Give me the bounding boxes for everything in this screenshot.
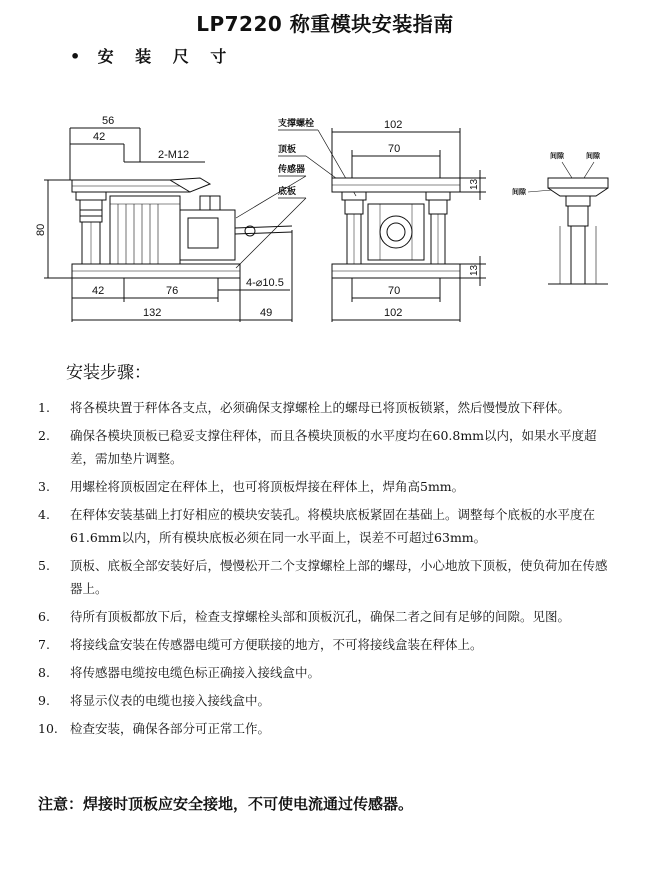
callout-support-bolt: 支撑螺栓	[278, 118, 315, 128]
gap-label-3: 间隙	[512, 189, 526, 196]
step-item	[38, 424, 613, 470]
callout-sensor: 传感器	[278, 164, 306, 174]
step-text: 用螺栓将顶板固定在秤体上，也可将顶板焊接在秤体上，焊角高5mm。	[70, 479, 465, 494]
dim-front-13-top: 13	[469, 178, 480, 190]
clearance-detail-drawing	[512, 151, 608, 284]
front-view-drawing	[332, 119, 486, 322]
dim-height-80: 80	[35, 223, 47, 236]
step-number: 3.	[38, 479, 50, 494]
hole-label: 4-⌀10.5	[246, 277, 284, 289]
dim-front-102-bottom: 102	[384, 307, 403, 319]
step-text: 在秤体安装基础上打好相应的模块安装孔。将模块底板紧固在基础上。调整每个底板的水平度在61.6mm以内，所有模块底板必须在同一水平面上，误差不可超过63mm。	[70, 507, 596, 545]
step-number: 9.	[38, 693, 50, 708]
dim-side-76: 76	[166, 285, 179, 297]
step-text: 确保各模块顶板已稳妥支撑住秤体，而且各模块顶板的水平度均在60.8mm以内，如果水平度超差，需加垫片调整。	[70, 428, 597, 466]
step-number: 6.	[38, 609, 50, 624]
dim-front-70-top: 70	[388, 143, 401, 155]
step-item	[38, 396, 613, 419]
safety-note: 注意：焊接时顶板应安全接地，不可使电流通过传感器。	[38, 795, 414, 813]
step-item	[38, 661, 613, 684]
step-text: 检查安装，确保各部分可正常工作。	[70, 721, 271, 736]
bullet-dot: •	[70, 47, 81, 66]
installation-steps-list	[38, 396, 613, 745]
gap-label-1: 间隙	[550, 153, 564, 160]
step-item	[38, 689, 613, 712]
side-view-drawing	[35, 115, 292, 322]
step-text: 将传感器电缆按电缆色标正确接入接线盒中。	[70, 665, 321, 680]
step-item	[38, 717, 613, 740]
callout-top-plate: 顶板	[278, 144, 297, 154]
step-text: 待所有顶板都放下后，检查支撑螺栓头部和顶板沉孔，确保二者之间有足够的间隙。见图。	[70, 609, 571, 624]
document-title: LP7220 称重模块安装指南	[196, 12, 454, 36]
step-number: 2.	[38, 428, 50, 443]
dim-side-132: 132	[143, 307, 162, 319]
step-number: 10.	[38, 721, 58, 736]
dim-side-56: 56	[102, 115, 115, 127]
step-text: 顶板、底板全部安装好后，慢慢松开二个支撑螺栓上部的螺母，小心地放下顶板，使负荷加在传感器上。	[70, 558, 608, 596]
section-label: 安 装 尺 寸	[97, 47, 235, 66]
step-number: 8.	[38, 665, 50, 680]
section-heading	[70, 44, 234, 67]
dim-side-42-top: 42	[93, 131, 106, 143]
step-item	[38, 475, 613, 498]
step-item	[38, 605, 613, 628]
gap-label-2: 间隙	[586, 153, 600, 160]
dim-side-42-bottom: 42	[92, 285, 105, 297]
step-number: 7.	[38, 637, 50, 652]
step-number: 1.	[38, 400, 50, 415]
dim-side-49: 49	[260, 307, 273, 319]
step-item	[38, 554, 613, 600]
step-text: 将显示仪表的电缆也接入接线盒中。	[70, 693, 271, 708]
step-number: 4.	[38, 507, 50, 522]
step-item	[38, 503, 613, 549]
installation-dimension-drawing	[0, 100, 650, 340]
dim-front-70-bottom: 70	[388, 285, 401, 297]
dim-front-13-bottom: 13	[469, 264, 480, 276]
callout-bottom-plate: 底板	[278, 186, 297, 196]
step-number: 5.	[38, 558, 50, 573]
step-item	[38, 633, 613, 656]
steps-heading: 安装步骤：	[66, 363, 151, 383]
thread-label: 2-M12	[158, 149, 190, 161]
dim-front-102-top: 102	[384, 119, 403, 131]
step-text: 将各模块置于秤体各支点，必须确保支撑螺栓上的螺母已将顶板锁紧，然后慢慢放下秤体。	[70, 400, 571, 415]
step-text: 将接线盒安装在传感器电缆可方便联接的地方，不可将接线盒装在秤体上。	[70, 637, 483, 652]
